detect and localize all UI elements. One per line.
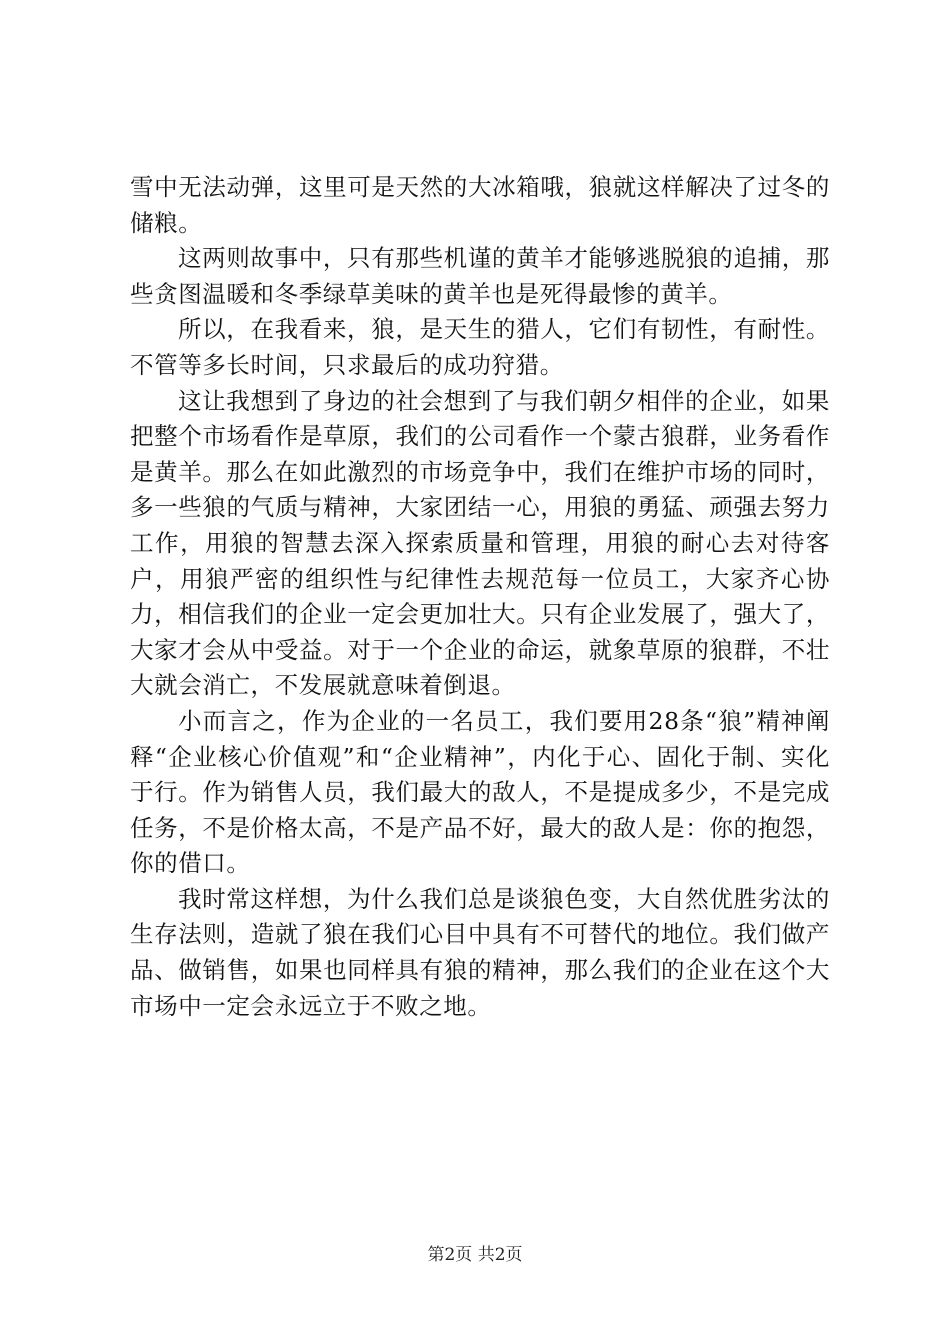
paragraph-6: 我时常这样想，为什么我们总是谈狼色变，大自然优胜劣汰的生存法则，造就了狼在我们心目中具有不可替代的地位。我们做产品、做销售，如果也同样具有狼的精神，那么我们的企业在这个大市场中一定会永远立于不败之地。	[130, 884, 830, 1020]
paragraph-1: 雪中无法动弹，这里可是天然的大冰箱哦，狼就这样解决了过冬的储粮。	[130, 173, 830, 237]
paragraph-4: 这让我想到了身边的社会想到了与我们朝夕相伴的企业，如果把整个市场看作是草原，我们的公司看作一个蒙古狼群，业务看作是黄羊。那么在如此激烈的市场竞争中，我们在维护市场的同时，多一些狼的气质与精神，大家团结一心，用狼的勇猛、顽强去努力工作，用狼的智慧去深入探索质量和管理，用狼的耐心去对待客户，用狼严密的组织性与纪律性去规范每一位员工，大家齐心协力，相信我们的企业一定会更加壮大。只有企业发展了，强大了，大家才会从中受益。对于一个企业的命运，就象草原的狼群，不壮大就会消亡，不发展就意味着倒退。	[130, 386, 830, 700]
body-text	[130, 170, 830, 1024]
paragraph-3: 所以，在我看来，狼，是天生的猎人，它们有韧性，有耐性。不管等多长时间，只求最后的成功狩猎。	[130, 315, 830, 379]
page-footer: 第2页 共2页	[427, 1245, 523, 1265]
paragraph-2: 这两则故事中，只有那些机谨的黄羊才能够逃脱狼的追捕，那些贪图温暖和冬季绿草美味的黄羊也是死得最惨的黄羊。	[130, 244, 830, 308]
paragraph-5: 小而言之，作为企业的一名员工，我们要用28条“狼”精神阐释“企业核心价值观”和“企业精神”，内化于心、固化于制、实化于行。作为销售人员，我们最大的敌人，不是提成多少，不是完成任务，不是价格太高，不是产品不好，最大的敌人是：你的抱怨，你的借口。	[130, 706, 830, 878]
